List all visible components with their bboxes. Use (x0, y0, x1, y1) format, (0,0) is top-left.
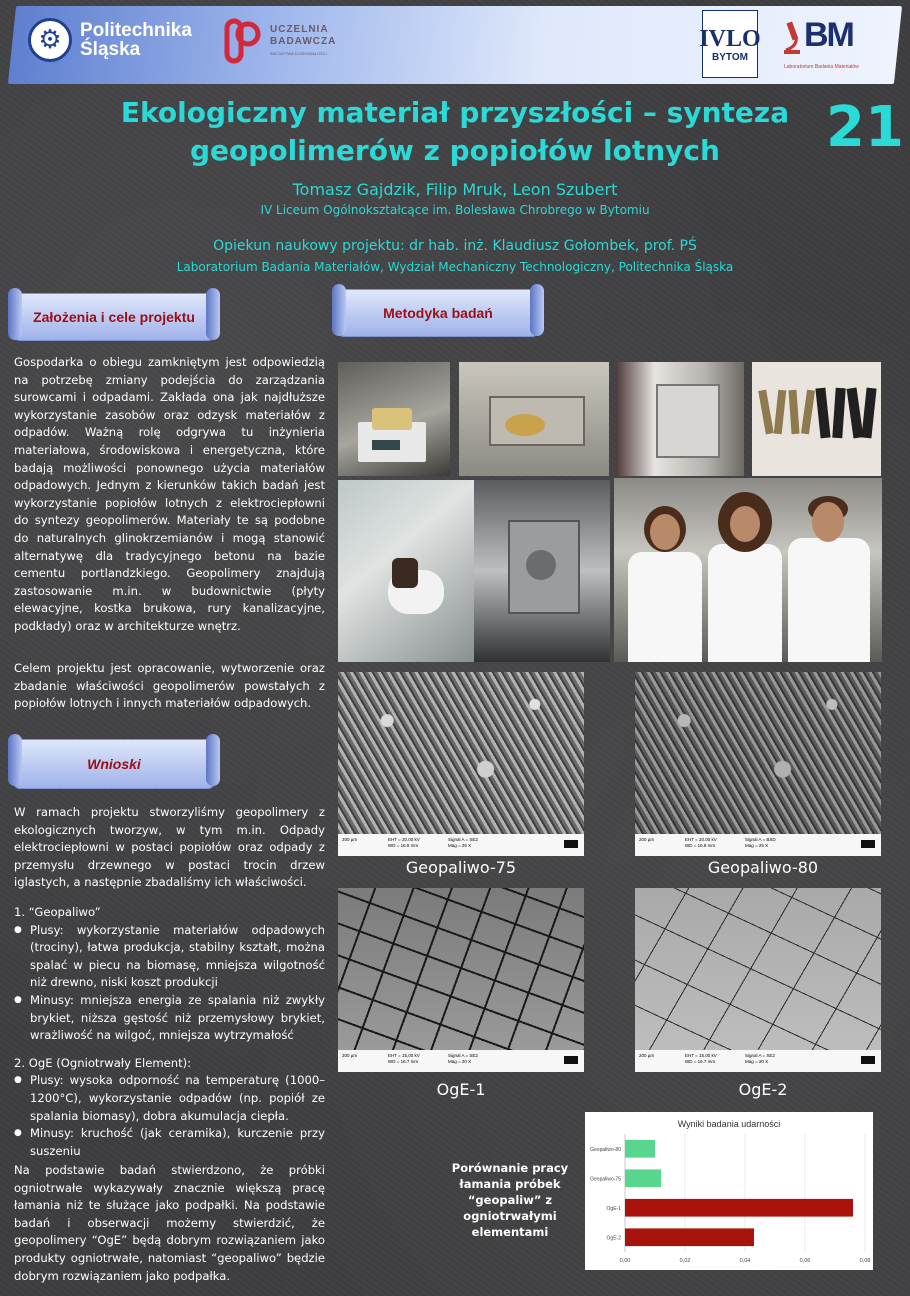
chart-category-label: OgE-2 (606, 1235, 621, 1242)
chart-x-tick-label: 0,02 (679, 1258, 691, 1264)
sem-scale: 200 µm (342, 837, 358, 842)
gear-emblem-icon: ⚙ (28, 18, 72, 62)
sem-image-geopaliwo-80 (635, 672, 881, 856)
photo-sample-preparation (338, 480, 474, 662)
zeiss-logo-icon (564, 840, 578, 848)
conclusions-final-paragraph: Na podstawie badań stwierdzono, że próbki ogniotrwałe wykazywały znacznie większą pracę łamania niż te służące jako podpałki. Na podstawie badań i obserwacji możemy stwierdzić, że geopolimery “OgE” będą dobrym rozwiązaniem jako produkty ogniotrwałe, natomiast “geopaliwo” będzie dobrym rozwiązaniem jako podpałka. (14, 1163, 325, 1283)
item2-heading: 2. OgE (Ogniotrwały Element): (14, 1055, 192, 1070)
section-heading-zalozenia: Założenia i cele projektu (33, 309, 195, 325)
conclusions-list (14, 904, 325, 1160)
sem-wd: WD = 16.7 mm (388, 1059, 419, 1064)
sem-mag: Mag = 25 X (448, 843, 472, 848)
item1-heading: 1. “Geopaliwo” (14, 905, 101, 919)
sem-eht: EHT = 20.00 kV (388, 837, 420, 842)
sem-eht: EHT = 20.00 kV (685, 837, 717, 842)
sem-mag: Mag = 25 X (745, 843, 769, 848)
poster-number: 21 (826, 95, 904, 160)
person-3 (788, 538, 870, 662)
uczelnia-badawcza-logo (224, 18, 336, 66)
sem-wd: WD = 16.8 mm (685, 843, 716, 848)
sem-scale: 200 µm (639, 837, 655, 842)
sem-eht: EHT = 15.00 kV (388, 1053, 420, 1058)
sem-scale: 200 µm (639, 1053, 655, 1058)
intro-paragraph-1: Gospodarka o obiegu zamkniętym jest odpowiedzią na potrzebę zmiany podejścia do zarządzania surowcami i odpadami. Zakłada ona jak najdłuższe wykorzystanie zasobów oraz odzysk materiałów z odpadów. Ważną rolę odgrywa tu inżynieria materiałowa, środowiskowa i energetyczna, które badają możliwości ponownego użycia materiałów odpadowych. Jednym z kierunków takich badań jest wykorzystanie popiołów lotnych z elektrociepłowni do syntezy geopolimerów. Materiały te są podobne do naturalnych glinokrzemianów i mogą stanowić alternatywę dla tradycyjnego betonu na bazie cementu portlandzkiego. Geopolimery znajdują zastosowanie m.in. w budownictwie (płyty elewacyjne, kostka brukowa, rury kanalizacyjne, podkłady) oraz w architekturze wnętrz. (14, 355, 325, 633)
chart-bar (625, 1228, 754, 1246)
chart-side-caption: Porównanie pracy łamania próbek “geopaliw” z ogniotrwałymi elementami (451, 1161, 569, 1239)
politechnika-slaska-logo (28, 18, 192, 62)
chart-x-tick-label: 0,08 (859, 1258, 871, 1264)
person-1 (628, 552, 702, 662)
sem-signal: Signal A = SE2 (745, 1053, 775, 1058)
item1-bullets (14, 922, 325, 1045)
item1-minus: ● Minusy: mniejsza energia ze spalania niż zwykły brykiet, niższa gęstość niż przemysłowy brykiet, wrażliwość na wilgoć, mniejsza wytrzymałość (28, 992, 325, 1045)
chart-bar (625, 1140, 655, 1158)
sem-signal: Signal A = SE2 (448, 1053, 478, 1058)
section-banner-zalozenia (14, 294, 214, 340)
chart-category-label: Geopaliwo-80 (590, 1146, 621, 1153)
intro-paragraph-2: Celem projektu jest opracowanie, wytworzenie oraz zbadanie właściwości geopolimerów powstałych z popiołów lotnych i innych materiałów odpadowych. (14, 661, 325, 711)
sem-signal: Signal A = BSD (745, 837, 776, 842)
person-2 (708, 544, 782, 662)
section-banner-wnioski (14, 740, 214, 788)
sem-wd: WD = 16.8 mm (388, 843, 419, 848)
sem-scale: 200 µm (342, 1053, 358, 1058)
authors: Tomasz Gajdzik, Filip Mruk, Leon Szubert (292, 180, 618, 199)
sem-wd: WD = 16.7 mm (685, 1059, 716, 1064)
impact-test-chart (585, 1112, 873, 1270)
photo-team (614, 478, 882, 662)
caption-oge-2: OgE-2 (738, 1080, 788, 1099)
caption-oge-1: OgE-1 (436, 1080, 486, 1099)
ivlo-mark: IVLO (699, 25, 761, 52)
ivlo-city: BYTOM (712, 51, 748, 63)
lbm-subtitle: Laboratorium Badania Materiałów (784, 64, 859, 70)
section-heading-metodyka: Metodyka badań (383, 305, 493, 321)
sem-mag: Mag = 20 X (448, 1059, 472, 1064)
photo-laboratory-press (459, 362, 609, 476)
chart-category-label: Geopaliwo-75 (590, 1176, 621, 1183)
caption-geopaliwo-80: Geopaliwo-80 (707, 858, 819, 877)
section-banner-metodyka (338, 290, 538, 336)
poster-title: Ekologiczny materiał przyszłości – synteza geopolimerów z popiołów lotnych (120, 96, 790, 167)
laboratory: Laboratorium Badania Materiałów, Wydział Mechaniczny Technologiczny, Politechnika Śląska (176, 260, 734, 274)
sem-image-oge-2 (635, 888, 881, 1072)
sem-image-geopaliwo-75 (338, 672, 584, 856)
photo-laboratory-device (616, 362, 744, 476)
sem-mag: Mag = 20 X (745, 1059, 769, 1064)
politechnika-line1: Politechnika (80, 20, 192, 41)
item2-minus: ● Minusy: kruchość (jak ceramika), kurczenie przy suszeniu (28, 1125, 325, 1160)
sem-eht: EHT = 15.00 kV (685, 1053, 717, 1058)
chart-x-tick-label: 0,00 (619, 1258, 631, 1264)
ivlo-bytom-logo (699, 10, 761, 78)
section-heading-wnioski: Wnioski (87, 756, 141, 772)
chart-category-label: OgE-1 (606, 1205, 621, 1212)
politechnika-line2: Śląska (80, 39, 141, 60)
photo-electron-microscope (474, 480, 610, 662)
microscope-icon (782, 20, 802, 56)
zeiss-logo-icon (861, 1056, 875, 1064)
supervisor: Opiekun naukowy projektu: dr hab. inż. Klaudiusz Gołombek, prof. PŚ (213, 238, 697, 254)
item2-plus: ● Plusy: wysoka odporność na temperaturę (1000–1200°C), wykorzystanie odpadów (np. popiół ze spalania biomasy), dobra akumulacja ciepła. (28, 1072, 325, 1125)
lbm-mark: BM (804, 16, 853, 54)
uczelnia-line1: UCZELNIA (270, 24, 329, 35)
conclusions-paragraph-1: W ramach projektu stworzyliśmy geopolimery z ekologicznych tworzyw, w tym m.in. Odpady elektrociepłowni w postaci popiołów oraz odpady z przemysłu drzewnego w postaci trocin drzew iglastych, a następnie zbadaliśmy ich właściwości. (14, 805, 325, 890)
uczelnia-line2: BADAWCZA (270, 36, 337, 47)
lbm-logo (780, 14, 860, 74)
caption-geopaliwo-75: Geopaliwo-75 (405, 858, 517, 877)
chart-x-tick-label: 0,06 (799, 1258, 811, 1264)
item1-plus: ● Plusy: wykorzystanie materiałów odpadowych (trociny), łatwa produkcja, stabilny kształt, można spalać w piecu na biomasę, mniejsza wilgotność niż drewno, niski koszt produkcji (28, 922, 325, 992)
photo-samples (752, 362, 881, 476)
sem-signal: Signal A = SE2 (448, 837, 478, 842)
uczelnia-badawcza-mark-icon (224, 18, 262, 66)
sem-infobar (635, 1050, 881, 1072)
zeiss-logo-icon (564, 1056, 578, 1064)
sem-infobar (338, 1050, 584, 1072)
chart-title: Wyniki badania udarności (677, 1119, 781, 1129)
school: IV Liceum Ogólnokształcące im. Bolesława Chrobrego w Bytomiu (260, 203, 650, 217)
photo-laboratory-scale (338, 362, 450, 476)
sem-image-oge-1 (338, 888, 584, 1072)
zeiss-logo-icon (861, 840, 875, 848)
item2-bullets (14, 1072, 325, 1160)
sem-infobar (635, 834, 881, 856)
uczelnia-subtitle: INICJATYWA DOSKONAŁOŚCI (270, 51, 327, 56)
chart-bar (625, 1169, 661, 1187)
sem-infobar (338, 834, 584, 856)
politechnika-logo-text (80, 21, 192, 59)
chart-x-tick-label: 0,04 (739, 1258, 751, 1264)
chart-svg (585, 1112, 873, 1270)
chart-bar (625, 1199, 853, 1217)
